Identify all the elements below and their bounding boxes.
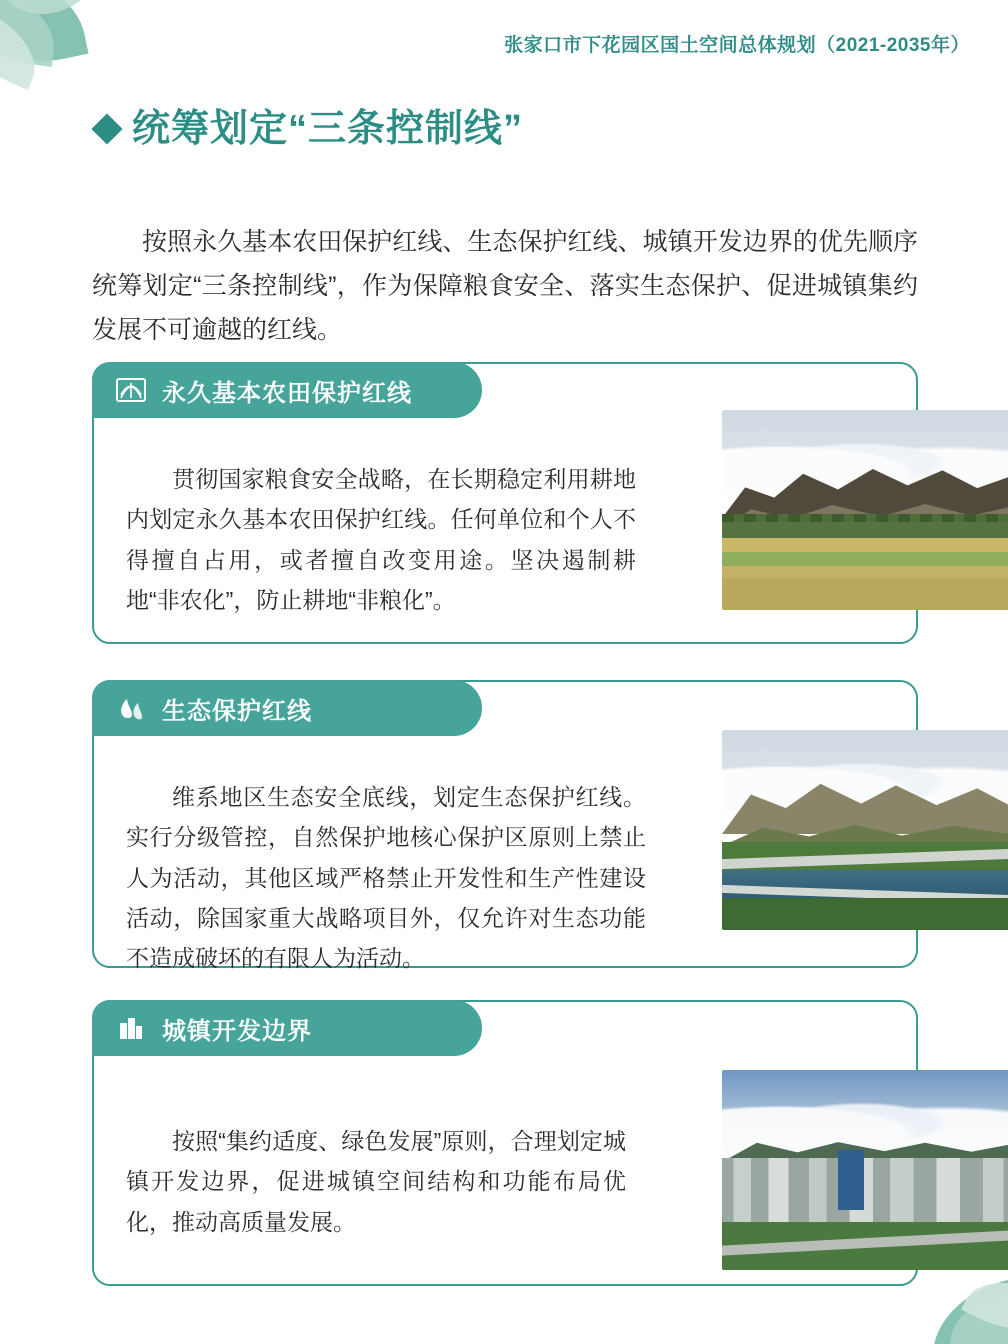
section-title-row [96,110,523,148]
buildings-icon [114,1011,148,1045]
card-body-text: 维系地区生态安全底线，划定生态保护红线。实行分级管控，自然保护地核心保护区原则上禁止人为活动，其他区域严格禁止开发性和生产性建设活动，除国家重大战略项目外，仅允许对生态功能不造成破坏的有限人为活动。 [126,784,646,971]
farmland-icon [114,373,148,407]
corner-decoration-top-left [0,0,120,120]
leaf-shape [0,0,89,35]
leaf-shape [0,1,50,90]
page-title: 统筹划定“三条控制线” [132,108,524,150]
card-title: 永久基本农田保护红线 [162,379,412,407]
section-intro-paragraph: 按照永久基本农田保护红线、生态保护红线、城镇开发边界的优先顺序统筹划定“三条控制线”，作为保障粮食安全、落实生态保护、促进城镇集约发展不可逾越的红线。 [92,228,918,344]
leaf-shape [0,0,89,78]
card-header [92,1000,482,1056]
farmland-photo [722,410,1008,610]
city-photo [722,1070,1008,1270]
card-title: 城镇开发边界 [162,1017,312,1045]
card-body-text: 贯彻国家粮食安全战略，在长期稳定利用耕地内划定永久基本农田保护红线。任何单位和个人不得擅自占用，或者擅自改变用途。坚决遏制耕地“非农化”，防止耕地“非粮化”。 [126,466,636,613]
diamond-icon [91,113,122,144]
content-card-urban [92,1000,918,1286]
card-header [92,362,482,418]
leaf-shape [921,1274,1008,1344]
card-body-text: 按照“集约适度、绿色发展”原则，合理划定城镇开发边界，促进城镇空间结构和功能布局优化，推动高质量发展。 [126,1128,626,1235]
document-header-title: 张家口市下花园区国土空间总体规划（2021-2035年） [504,35,970,56]
content-card-ecology [92,680,918,971]
leaf-shape [961,1263,1008,1344]
leaf-drop-icon [114,691,148,725]
content-card-farmland [92,362,918,644]
card-title: 生态保护红线 [162,697,312,725]
wetland-photo [722,730,1008,930]
leaf-shape [0,0,61,67]
card-header [92,680,482,736]
leaf-shape [949,1284,1008,1344]
